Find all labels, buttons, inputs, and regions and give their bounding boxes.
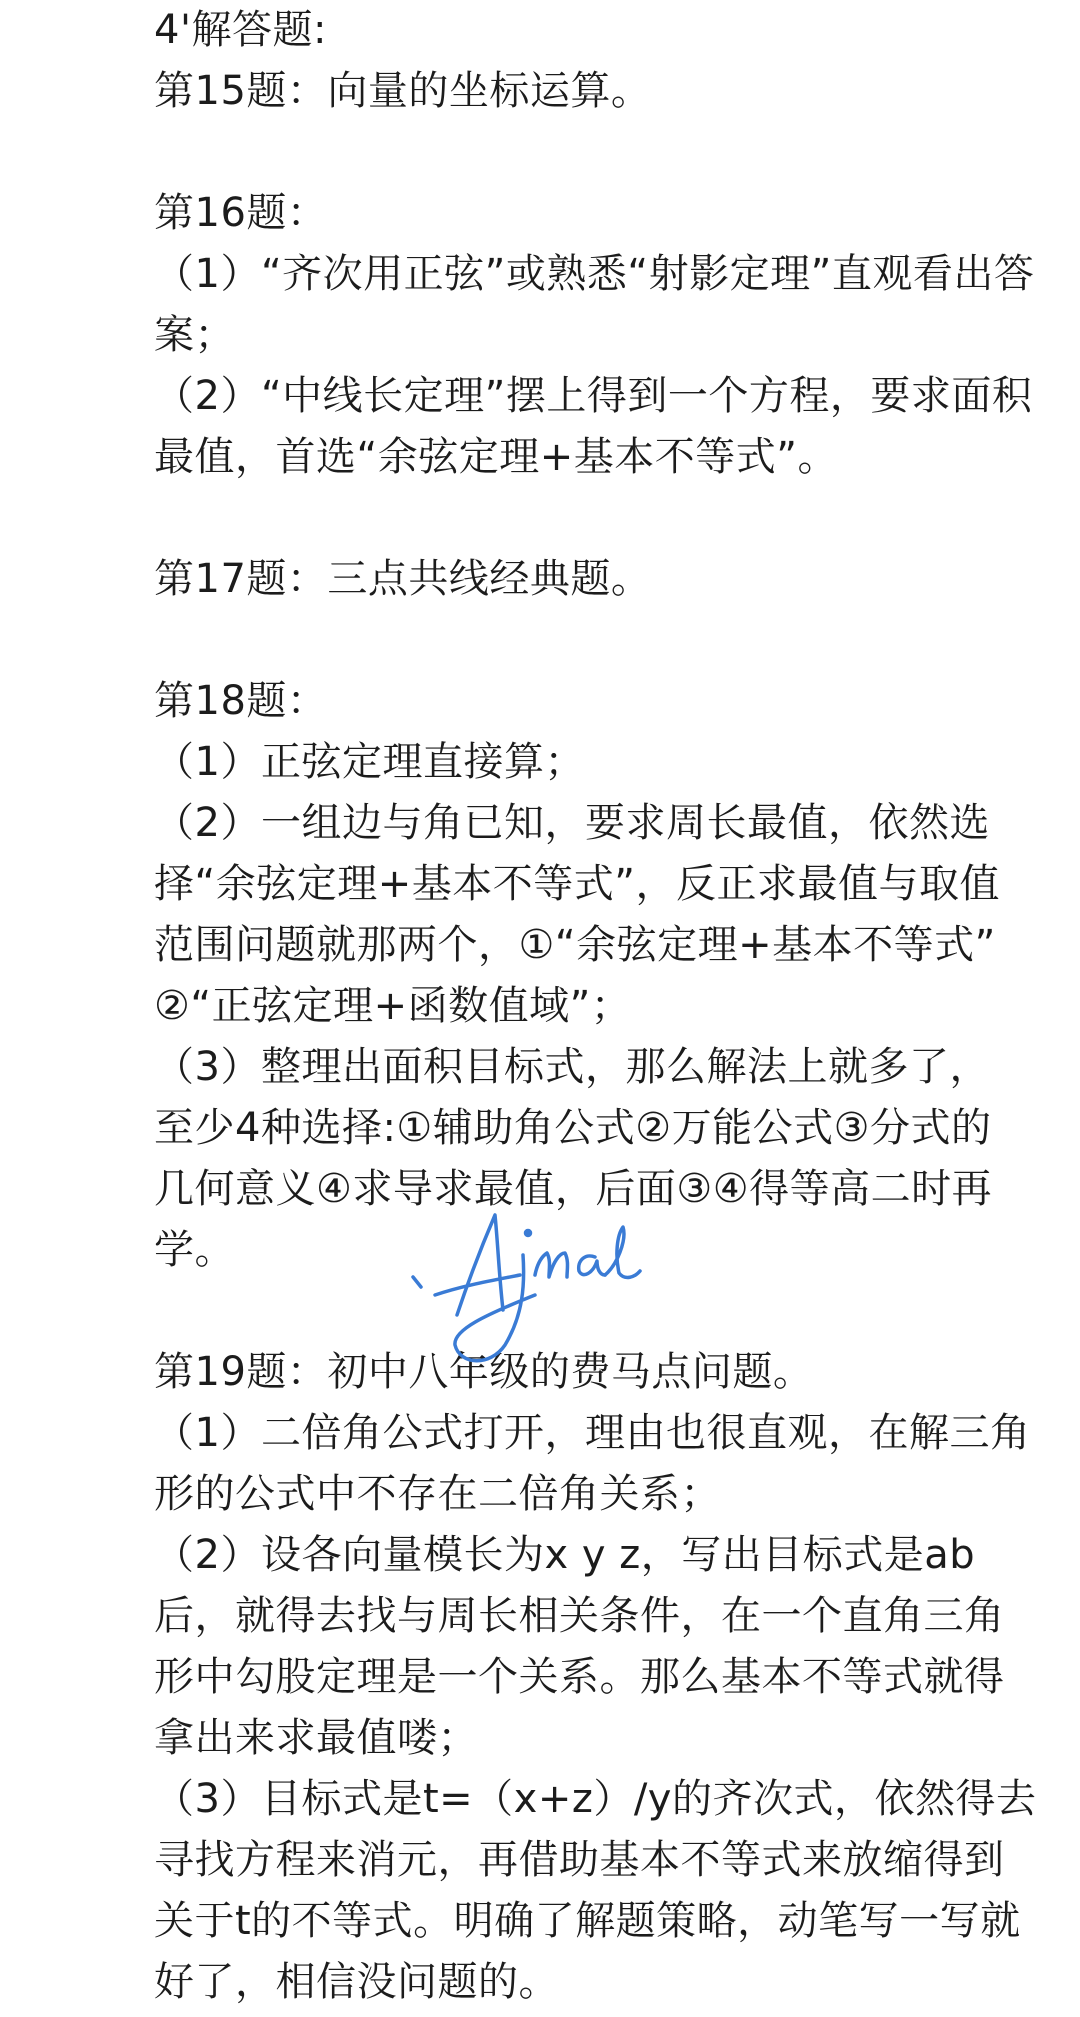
q17-title: 第17题：三点共线经典题。 bbox=[154, 556, 652, 602]
q15-title: 第15题：向量的坐标运算。 bbox=[154, 68, 652, 114]
q19-line-4: 后，就得去找与周长相关条件，在一个直角三角 bbox=[154, 1593, 1005, 1639]
q19-line-9: 关于t的不等式。明确了解题策略，动笔写一写就 bbox=[154, 1898, 1021, 1944]
q16-line-3: （2）“中线长定理”摆上得到一个方程，要求面积 bbox=[154, 373, 1033, 419]
q18-title: 第18题： bbox=[154, 678, 328, 724]
q19-line-3: （2）设各向量模长为x y z，写出目标式是ab bbox=[154, 1532, 976, 1578]
q16-title: 第16题： bbox=[154, 190, 328, 236]
handwritten-signature bbox=[395, 1195, 665, 1375]
spacer bbox=[154, 488, 1059, 549]
q19-line-6: 拿出来求最值喽； bbox=[154, 1715, 478, 1761]
q18-line-4: 范围问题就那两个，①“余弦定理+基本不等式” bbox=[154, 922, 996, 968]
q16-line-1: （1）“齐次用正弦”或熟悉“射影定理”直观看出答 bbox=[154, 251, 1035, 297]
q18-line-1: （1）正弦定理直接算； bbox=[154, 739, 585, 785]
q19-line-2: 形的公式中不存在二倍角关系； bbox=[154, 1471, 721, 1517]
spacer bbox=[154, 122, 1059, 183]
document-body bbox=[154, 0, 1059, 2013]
section-heading: 4'解答题: bbox=[154, 7, 327, 53]
q18-line-6: （3）整理出面积目标式，那么解法上就多了， bbox=[154, 1044, 990, 1090]
q18-line-3: 择“余弦定理+基本不等式”，反正求最值与取值 bbox=[154, 861, 1000, 907]
spacer bbox=[154, 610, 1059, 671]
q18-line-9: 学。 bbox=[154, 1227, 235, 1273]
q19-line-7: （3）目标式是t=（x+z）/y的齐次式，依然得去 bbox=[154, 1776, 1037, 1822]
q19-line-1: （1）二倍角公式打开，理由也很直观，在解三角 bbox=[154, 1410, 1031, 1456]
q18-line-5: ②“正弦定理+函数值域”； bbox=[154, 983, 632, 1029]
q19-line-10: 好了，相信没问题的。 bbox=[154, 1959, 559, 2005]
q19-line-8: 寻找方程来消元，再借助基本不等式来放缩得到 bbox=[154, 1837, 1005, 1883]
q18-line-8: 几何意义④求导求最值，后面③④得等高二时再 bbox=[154, 1166, 993, 1212]
q16-line-4: 最值，首选“余弦定理+基本不等式”。 bbox=[154, 434, 838, 480]
q19-line-5: 形中勾股定理是一个关系。那么基本不等式就得 bbox=[154, 1654, 1005, 1700]
q18-line-2: （2）一组边与角已知，要求周长最值，依然选 bbox=[154, 800, 990, 846]
signature-strokes bbox=[413, 1215, 640, 1361]
q18-line-7: 至少4种选择:①辅助角公式②万能公式③分式的 bbox=[154, 1105, 992, 1151]
q19-title: 第19题：初中八年级的费马点问题。 bbox=[154, 1349, 814, 1395]
q16-line-2: 案； bbox=[154, 312, 235, 358]
